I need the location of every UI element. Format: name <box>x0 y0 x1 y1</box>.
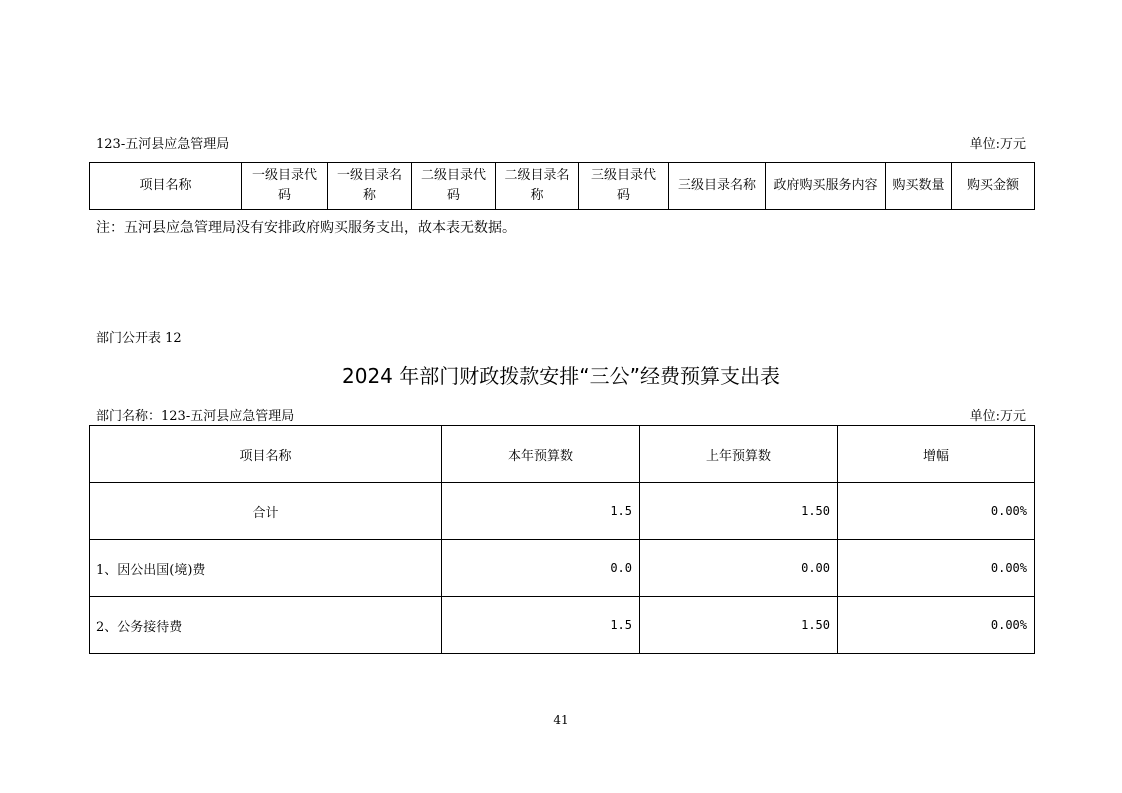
header-cell: 本年预算数 <box>442 426 640 483</box>
current-budget: 1.5 <box>442 597 640 654</box>
row-name: 1、因公出国(境)费 <box>90 540 442 597</box>
header-cell: 增幅 <box>838 426 1035 483</box>
header-cell: 三级目录代码 <box>579 163 669 210</box>
change-rate: 0.00% <box>838 597 1035 654</box>
header-cell: 购买金额 <box>952 163 1035 210</box>
purchase-services-table <box>89 162 1035 210</box>
previous-budget: 1.50 <box>640 597 838 654</box>
department-label: 部门名称：123-五河县应急管理局 <box>96 409 295 424</box>
current-budget: 0.0 <box>442 540 640 597</box>
header-cell: 一级目录代码 <box>242 163 328 210</box>
table-row <box>90 540 1035 597</box>
row-name: 2、公务接待费 <box>90 597 442 654</box>
previous-budget: 1.50 <box>640 483 838 540</box>
three-public-expenses-table <box>89 425 1035 654</box>
change-rate: 0.00% <box>838 483 1035 540</box>
table-row <box>90 483 1035 540</box>
table-note: 注：五河县应急管理局没有安排政府购买服务支出，故本表无数据。 <box>96 220 516 236</box>
change-rate: 0.00% <box>838 540 1035 597</box>
header-cell: 项目名称 <box>90 426 442 483</box>
table-header-row <box>90 163 1035 210</box>
header-cell: 上年预算数 <box>640 426 838 483</box>
unit-label-2: 单位:万元 <box>969 409 1026 424</box>
header-cell: 一级目录名称 <box>328 163 412 210</box>
table-header-row <box>90 426 1035 483</box>
unit-label: 单位:万元 <box>969 137 1026 152</box>
header-cell: 购买数量 <box>886 163 952 210</box>
row-name: 合计 <box>90 483 442 540</box>
table-caption: 部门公开表 12 <box>96 331 182 346</box>
header-cell: 项目名称 <box>90 163 242 210</box>
org-label: 123-五河县应急管理局 <box>96 137 230 152</box>
page-title: 2024 年部门财政拨款安排“三公”经费预算支出表 <box>342 364 780 388</box>
header-cell: 二级目录名称 <box>496 163 579 210</box>
table-row <box>90 597 1035 654</box>
header-cell: 政府购买服务内容 <box>766 163 886 210</box>
page-number: 41 <box>553 713 569 727</box>
header-cell: 二级目录代码 <box>412 163 496 210</box>
header-cell: 三级目录名称 <box>669 163 766 210</box>
current-budget: 1.5 <box>442 483 640 540</box>
previous-budget: 0.00 <box>640 540 838 597</box>
